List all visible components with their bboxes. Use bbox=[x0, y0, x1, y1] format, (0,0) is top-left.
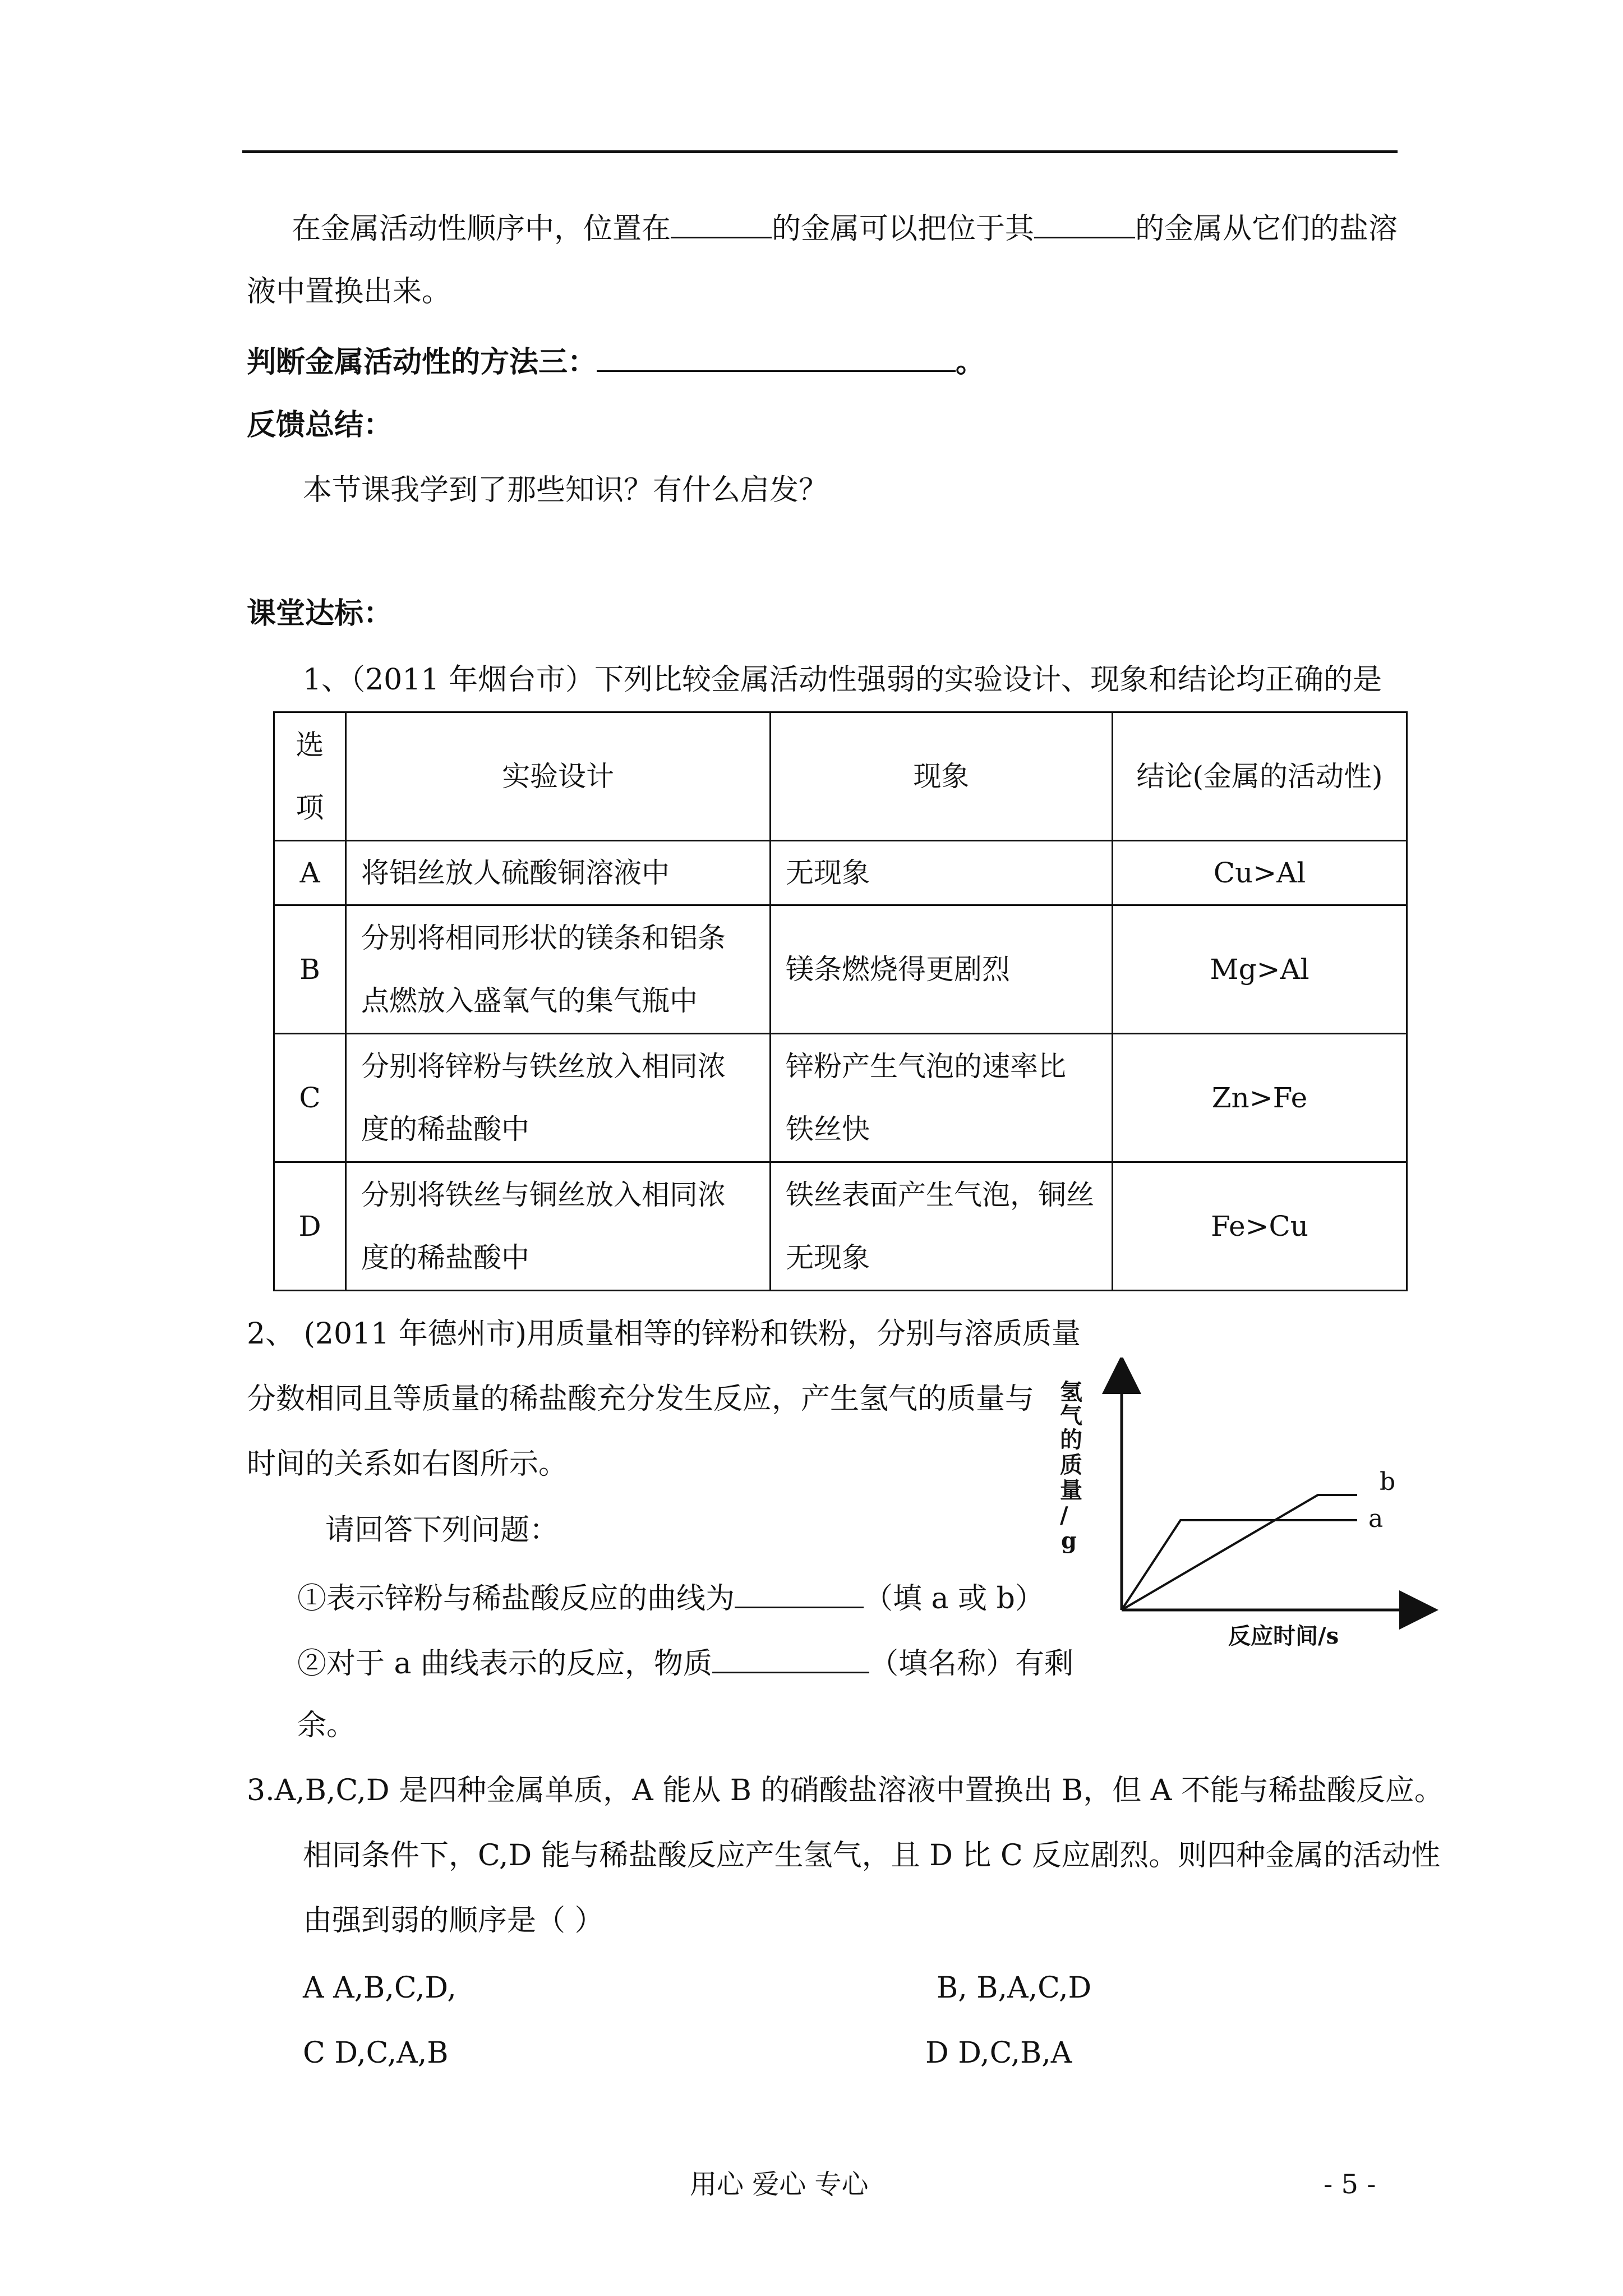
q2-sub2-tail: 余。 bbox=[297, 1709, 356, 1742]
header-rule bbox=[242, 150, 1398, 153]
design-cell bbox=[346, 1034, 771, 1162]
y-label-group bbox=[1060, 1379, 1082, 1554]
page-number: - 5 - bbox=[1324, 2169, 1376, 2200]
q2-line2: 分数相同且等质量的稀盐酸充分发生反应，产生氢气的质量与 bbox=[247, 1382, 1035, 1416]
table-row bbox=[274, 1034, 1407, 1162]
q2-graph bbox=[1054, 1358, 1441, 1660]
phenomenon-cell bbox=[771, 1162, 1113, 1291]
phenomenon-line1: 铁丝表面产生气泡，铜丝 bbox=[786, 1179, 1094, 1211]
q2-sub2-hint: （填名称）有剩 bbox=[869, 1647, 1074, 1681]
q2-sub1 bbox=[297, 1577, 1044, 1617]
x-label: 反应时间/s bbox=[1228, 1623, 1339, 1649]
q2-sub1-blank bbox=[735, 1577, 864, 1608]
curve-a-line bbox=[1122, 1520, 1357, 1610]
design-line2: 点燃放入盛氧气的集气瓶中 bbox=[361, 984, 698, 1017]
phenomenon-cell: 无现象 bbox=[771, 841, 1113, 905]
design-line2: 度的稀盐酸中 bbox=[361, 1241, 529, 1274]
table-row bbox=[274, 1162, 1407, 1291]
q2-sub2 bbox=[297, 1642, 1073, 1682]
y-label-char: 氢 bbox=[1060, 1379, 1082, 1405]
intro-text-b: 的金属可以把位于其 bbox=[772, 212, 1035, 246]
table-row bbox=[274, 905, 1407, 1034]
footer-center: 用心 爱心 专心 bbox=[690, 2169, 869, 2200]
q2-sub1-hint: （填 a 或 b） bbox=[864, 1582, 1044, 1616]
curve-b-label: b bbox=[1380, 1467, 1396, 1496]
blank-1 bbox=[671, 208, 772, 238]
design-line1: 分别将相同形状的镁条和铝条 bbox=[361, 922, 726, 954]
blank-2 bbox=[1034, 208, 1135, 238]
header-conclusion: 结论(金属的活动性) bbox=[1113, 712, 1407, 841]
y-label-char: g bbox=[1061, 1527, 1077, 1554]
design-cell: 将铝丝放人硫酸铜溶液中 bbox=[346, 841, 771, 905]
option-cell: D bbox=[274, 1162, 346, 1291]
q3-line1: 3.A,B,C,D 是四种金属单质，A 能从 B 的硝酸盐溶液中置换出 B，但 A 不能与稀盐酸反应。 bbox=[247, 1774, 1444, 1807]
intro-text-a: 在金属活动性顺序中，位置在 bbox=[292, 212, 671, 246]
q2-line3: 时间的关系如右图所示。 bbox=[247, 1447, 568, 1481]
table-row bbox=[274, 841, 1407, 905]
y-label-char: / bbox=[1060, 1502, 1068, 1529]
design-cell bbox=[346, 1162, 771, 1291]
intro-line2: 液中置换出来。 bbox=[247, 275, 451, 309]
y-label-char: 气 bbox=[1060, 1402, 1082, 1429]
y-label-char: 的 bbox=[1060, 1427, 1082, 1453]
design-line1: 分别将锌粉与铁丝放入相同浓 bbox=[361, 1050, 726, 1083]
q1-header-row bbox=[274, 712, 1407, 841]
q2-line1: 2、 (2011 年德州市)用质量相等的锌粉和铁粉，分别与溶质质量 bbox=[247, 1317, 1081, 1351]
y-label-char: 质 bbox=[1060, 1452, 1082, 1478]
method3-end: 。 bbox=[956, 345, 985, 379]
phenomenon-line2: 铁丝快 bbox=[786, 1113, 870, 1145]
method3-line bbox=[247, 341, 985, 380]
option-cell: B bbox=[274, 905, 346, 1034]
q1-table bbox=[273, 711, 1408, 1291]
q3-option-b: B, B,A,C,D bbox=[937, 1971, 1092, 2005]
curve-a-label: a bbox=[1368, 1504, 1384, 1533]
design-cell bbox=[346, 905, 771, 1034]
conclusion-cell: Fe>Cu bbox=[1113, 1162, 1407, 1291]
phenomenon-cell: 镁条燃烧得更剧烈 bbox=[771, 905, 1113, 1034]
phenomenon-line2: 无现象 bbox=[786, 1241, 870, 1274]
q3-option-d: D D,C,B,A bbox=[925, 2036, 1072, 2070]
feedback-heading: 反馈总结： bbox=[247, 408, 393, 442]
q3-line2: 相同条件下，C,D 能与稀盐酸反应产生氢气，且 D 比 C 反应剧烈。则四种金属的活动性 bbox=[303, 1839, 1441, 1872]
q3-option-c: C D,C,A,B bbox=[303, 2036, 449, 2070]
intro-text-c: 的金属从它们的盐溶 bbox=[1135, 212, 1398, 246]
conclusion-cell: Zn>Fe bbox=[1113, 1034, 1407, 1162]
q2-sub2-blank bbox=[712, 1642, 869, 1673]
q2-ask: 请回答下列问题： bbox=[325, 1513, 559, 1547]
intro-line1 bbox=[292, 208, 1398, 247]
classwork-heading: 课堂达标： bbox=[247, 596, 393, 631]
feedback-prompt: 本节课我学到了那些知识？有什么启发？ bbox=[303, 473, 828, 507]
phenomenon-line1: 锌粉产生气泡的速率比 bbox=[786, 1050, 1066, 1083]
header-design: 实验设计 bbox=[346, 712, 771, 841]
curve-b-line bbox=[1122, 1495, 1357, 1610]
conclusion-cell: Mg>Al bbox=[1113, 905, 1407, 1034]
conclusion-cell: Cu>Al bbox=[1113, 841, 1407, 905]
header-option bbox=[274, 712, 346, 841]
option-cell: C bbox=[274, 1034, 346, 1162]
q2-sub1-text: ①表示锌粉与稀盐酸反应的曲线为 bbox=[297, 1582, 735, 1616]
header-option-line2: 项 bbox=[296, 792, 324, 824]
option-cell: A bbox=[274, 841, 346, 905]
header-option-line1: 选 bbox=[296, 729, 324, 761]
header-phenomenon: 现象 bbox=[771, 712, 1113, 841]
design-line2: 度的稀盐酸中 bbox=[361, 1113, 529, 1145]
q3-option-a: A A,B,C,D, bbox=[303, 1971, 457, 2005]
q1-stem: 1、（2011 年烟台市）下列比较金属活动性强弱的实验设计、现象和结论均正确的是 bbox=[303, 663, 1382, 697]
method3-blank bbox=[597, 341, 956, 372]
design-line1: 分别将铁丝与铜丝放入相同浓 bbox=[361, 1179, 726, 1211]
y-label-char: 量 bbox=[1060, 1477, 1082, 1503]
q2-sub2-text: ②对于 a 曲线表示的反应，物质 bbox=[297, 1647, 713, 1681]
q3-line3: 由强到弱的顺序是（ ） bbox=[303, 1904, 604, 1938]
method3-label: 判断金属活动性的方法三： bbox=[247, 345, 597, 379]
phenomenon-cell bbox=[771, 1034, 1113, 1162]
